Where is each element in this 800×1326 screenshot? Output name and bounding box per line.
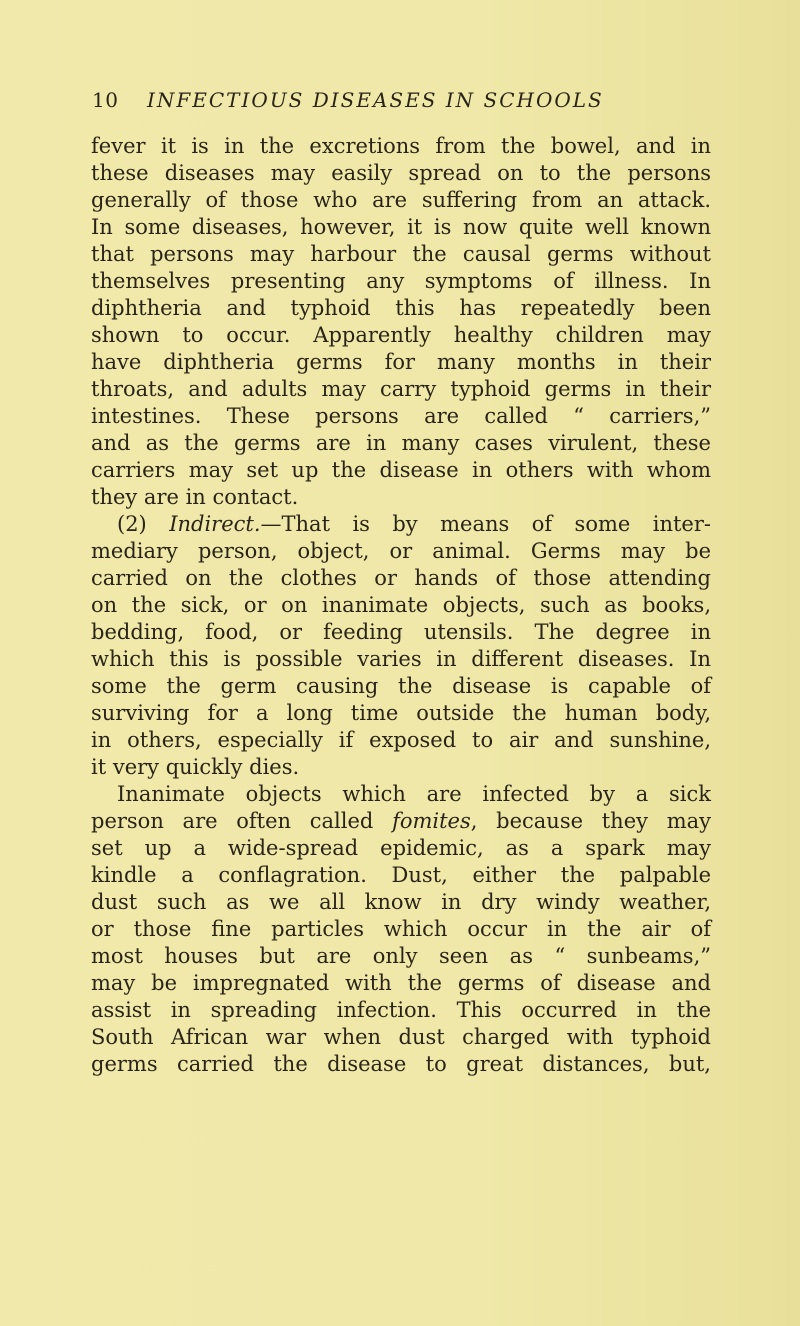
text-line: it very quickly dies. [91,755,300,779]
text-line: on the sick, or on inanimate objects, such as books, [91,593,711,617]
text-line: germs carried the disease to great distances, but, [91,1052,711,1076]
text-line: shown to occur. Apparently healthy children may [91,323,711,347]
text-line: mediary person, object, or animal. Germs may be [91,539,711,563]
text-line: Inanimate objects which are infected by a sick [117,782,711,806]
body-text [91,133,711,1078]
text-line: may be impregnated with the germs of disease and [91,971,711,995]
running-title: INFECTIOUS DISEASES IN SCHOOLS [147,88,604,112]
text-line: most houses but are only seen as “ sunbeams,” [91,944,711,968]
text-line: assist in spreading infection. This occurred in the [91,998,711,1022]
text-line: or those fine particles which occur in the air of [91,917,711,941]
text-fragment: , because they may [470,809,711,833]
italic-term: fomites [392,809,471,833]
text-line: in others, especially if exposed to air and sunshine, [91,728,711,752]
text-line: carriers may set up the disease in others with whom [91,458,711,482]
text-line: these diseases may easily spread on to the persons [91,161,711,185]
text-line [91,808,711,835]
text-line: In some diseases, however, it is now quite well known [91,215,711,239]
text-line: fever it is in the excretions from the bowel, and in [91,134,711,158]
page-header [92,88,712,122]
text-line: bedding, food, or feeding utensils. The degree in [91,620,711,644]
text-line: generally of those who are suffering from an attack. [91,188,711,212]
text-line: surviving for a long time outside the human body, [91,701,711,725]
paragraph-3 [91,781,711,1078]
text-fragment: person are often called [91,809,393,833]
text-line: set up a wide-spread epidemic, as a spark may [91,836,711,860]
text-line: themselves presenting any symptoms of illness. In [91,269,711,293]
section-number: (2) [117,512,170,536]
text-line: carried on the clothes or hands of those attending [91,566,711,590]
section-heading: Indirect. [169,512,261,536]
text-fragment: —That is by means of some inter- [260,512,711,536]
paragraph-2 [91,511,711,781]
text-line: and as the germs are in many cases virulent, these [91,431,711,455]
text-line: which this is possible varies in different diseases. In [91,647,711,671]
text-line: dust such as we all know in dry windy weather, [91,890,711,914]
text-line: intestines. These persons are called “ carriers,” [91,404,711,428]
text-line: that persons may harbour the causal germs without [91,242,711,266]
text-line: they are in contact. [91,485,299,509]
text-line: throats, and adults may carry typhoid germs in their [91,377,711,401]
text-line: some the germ causing the disease is capable of [91,674,711,698]
page-number: 10 [92,88,119,112]
text-line: diphtheria and typhoid this has repeatedly been [91,296,711,320]
paragraph-1 [91,133,711,511]
text-line: kindle a conflagration. Dust, either the palpable [91,863,711,887]
text-line [91,511,711,538]
text-line: have diphtheria germs for many months in their [91,350,711,374]
text-line: South African war when dust charged with typhoid [91,1025,711,1049]
